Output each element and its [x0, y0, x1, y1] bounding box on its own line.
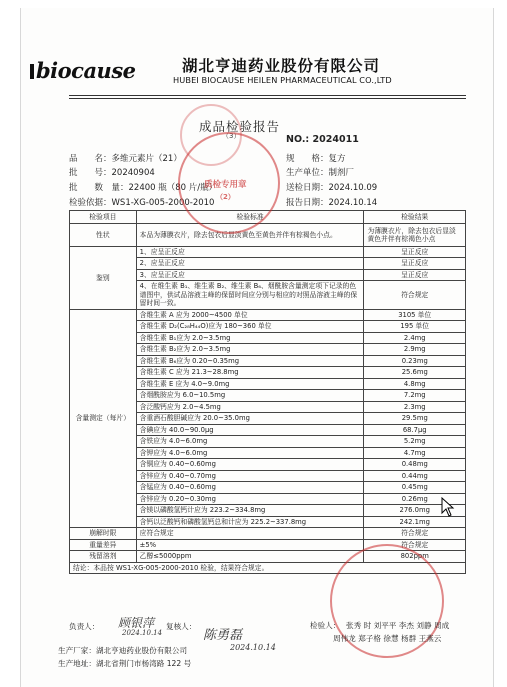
inspectors-line-2: 周伟龙 郑子格 徐慧 杨群 王燕云	[333, 634, 442, 643]
report-title: 成品检验报告	[199, 119, 281, 134]
standard-cell: 含锰应为 0.40~0.60mg	[136, 482, 364, 493]
standard-cell: 含锌应为 0.40~0.70mg	[136, 470, 364, 481]
item-label: 含量测定（每片）	[70, 309, 137, 527]
responsible-date: 2024.10.14	[122, 629, 163, 637]
result-cell: 0.48mg	[364, 459, 466, 470]
reviewer-signature: 陈勇磊	[203, 628, 243, 643]
standard-cell: 含铜应为 0.40~0.60mg	[136, 459, 364, 470]
result-cell: 呈正反应	[364, 269, 466, 280]
qc-stamp-number: （2）	[216, 193, 235, 201]
result-cell: 29.5mg	[364, 413, 466, 424]
result-cell: 25.6mg	[364, 367, 466, 378]
copy-number: （3）	[222, 132, 241, 140]
item-label: 残留溶剂	[70, 551, 137, 562]
table-row-appearance	[70, 224, 466, 247]
report-number: NO.: 2024011	[286, 134, 359, 145]
standard-cell: 含维生素 B₂应为 2.0~3.5mg	[136, 344, 364, 355]
result-cell: 195 单位	[364, 321, 466, 332]
result-cell: 242.1mg	[364, 516, 466, 527]
standard-cell: 含维生素 C 应为 21.3~28.8mg	[136, 367, 364, 378]
header-standard: 检验标准	[136, 211, 364, 224]
standard-cell: 本品为薄膜衣片，除去包衣后显淡黄色至黄色并伴有棕褐色小点。	[136, 224, 364, 247]
standard-cell: 3、应呈正反应	[136, 269, 364, 280]
company-name-en: HUBEI BIOCAUSE HEILEN PHARMACEUTICAL CO.,LTD	[173, 75, 392, 85]
standard-cell: 含维生素 B₆应为 0.20~0.35mg	[136, 355, 364, 366]
result-cell: 4.8mg	[364, 378, 466, 389]
report-date: 报告日期：2024.10.14	[286, 198, 378, 208]
result-cell: 2.3mg	[364, 401, 466, 412]
standard-cell: 含钙以泛酸钙和磷酸氢钙总和计应为 225.2~337.8mg	[136, 516, 364, 527]
test-basis: 检验依据：WS1-XG-005-2000-2010	[69, 198, 215, 208]
header-item: 检验项目	[70, 211, 137, 224]
standard-cell: 含维生素 D₂(C₂₈H₄₄O)应为 180~360 单位	[136, 321, 364, 332]
mouse-cursor-icon	[441, 497, 455, 517]
standard-cell: 含碘应为 40.0~90.0μg	[136, 424, 364, 435]
result-cell: 符合规定	[364, 539, 466, 550]
item-label: 重量差异	[70, 539, 137, 550]
table-row-identification	[70, 247, 466, 258]
result-cell: 呈正反应	[364, 247, 466, 258]
result-cell: 5.2mg	[364, 436, 466, 447]
inspectors-line-1: 张秀 时 刘平平 李杰 刘静 周成	[346, 621, 450, 630]
batch-number: 批 号：20240904	[69, 168, 155, 178]
result-cell: 276.0mg	[364, 505, 466, 516]
conclusion-cell: 结论：本品按 WS1-XG-005-2000-2010 检验，结果符合规定。	[70, 562, 466, 573]
standard-cell: ±5%	[136, 539, 364, 550]
table-row-assay	[70, 309, 466, 320]
standard-cell: 含维生素 B₁应为 2.0~3.5mg	[136, 332, 364, 343]
inspector-label: 检验人：	[310, 621, 341, 630]
sent-date: 送检日期：2024.10.09	[286, 183, 378, 193]
qc-stamp-text: 质检专用章	[204, 180, 247, 190]
result-cell: 2.4mg	[364, 332, 466, 343]
standard-cell: 含铁应为 4.0~6.0mg	[136, 436, 364, 447]
result-cell: 为薄膜衣片，除去包衣后显淡黄色并伴有棕褐色小点	[364, 224, 466, 247]
standard-cell: 含维生素 A 应为 2000~4500 单位	[136, 309, 364, 320]
result-cell: 0.23mg	[364, 355, 466, 366]
producer-unit: 生产单位：制剂厂	[286, 168, 355, 178]
standard-cell: 含维生素 E 应为 4.0~9.0mg	[136, 378, 364, 389]
standard-cell: 应符合规定	[136, 528, 364, 539]
company-name-cn: 湖北亨迪药业股份有限公司	[182, 57, 381, 75]
result-cell: 符合规定	[364, 281, 466, 309]
result-cell: 68.7μg	[364, 424, 466, 435]
result-cell: 0.26mg	[364, 493, 466, 504]
company-logo: biocause	[36, 58, 136, 83]
header-divider-2	[69, 98, 466, 99]
header-result: 检验结果	[364, 211, 466, 224]
result-cell: 2.9mg	[364, 344, 466, 355]
standard-cell: 含钾应为 4.0~6.0mg	[136, 447, 364, 458]
spec: 规 格：复方	[286, 154, 346, 164]
standard-cell: 2、应呈正反应	[136, 258, 364, 269]
item-label: 鉴别	[70, 247, 137, 310]
responsible-signature: 顾银萍	[118, 616, 155, 630]
table-row-tail	[70, 528, 466, 539]
result-cell: 4.7mg	[364, 447, 466, 458]
result-cell: 呈正反应	[364, 258, 466, 269]
header-divider	[69, 95, 466, 96]
standard-cell: 含烟酰胺应为 6.0~10.5mg	[136, 390, 364, 401]
result-cell: 7.2mg	[364, 390, 466, 401]
item-label: 崩解时限	[70, 528, 137, 539]
result-cell: 802ppm	[364, 551, 466, 562]
reviewer-label: 复核人：	[166, 622, 197, 631]
result-cell: 3105 单位	[364, 309, 466, 320]
responsible-label: 负责人：	[69, 622, 100, 631]
manufacturer-address: 生产地址：湖北省荆门市杨湾路 122 号	[58, 659, 192, 668]
qc-seal-stamp	[178, 132, 280, 234]
standard-cell: 含锌应为 0.20~0.30mg	[136, 493, 364, 504]
standard-cell: 乙醇≤5000ppm	[136, 551, 364, 562]
manufacturer: 生产厂家：湖北亨迪药业股份有限公司	[58, 646, 188, 655]
standard-cell: 1、应呈正反应	[136, 247, 364, 258]
standard-cell: 含泛酸钙应为 2.0~4.5mg	[136, 401, 364, 412]
result-cell: 0.44mg	[364, 470, 466, 481]
standard-cell: 含镁以磷酸氢钙计应为 223.2~334.8mg	[136, 505, 364, 516]
batch-quantity: 批 数 量：22400 瓶（80 片/瓶）	[69, 183, 218, 193]
standard-cell: 含重酒石酸胆碱应为 20.0~35.0mg	[136, 413, 364, 424]
product-name: 品 名：多维元素片（21）	[69, 154, 182, 164]
result-cell: 符合规定	[364, 528, 466, 539]
item-label: 性状	[70, 224, 137, 247]
standard-cell: 4、在维生素 B₁、维生素 B₂、维生素 B₆、烟酰胺含量测定项下记录的色谱图中，供试品溶液主峰的保留时间应分别与相应的对照品溶液主峰的保留时间一致。	[136, 281, 364, 309]
inspection-table	[69, 210, 466, 574]
reviewer-date: 2024.10.14	[230, 643, 276, 652]
result-cell: 0.45mg	[364, 482, 466, 493]
